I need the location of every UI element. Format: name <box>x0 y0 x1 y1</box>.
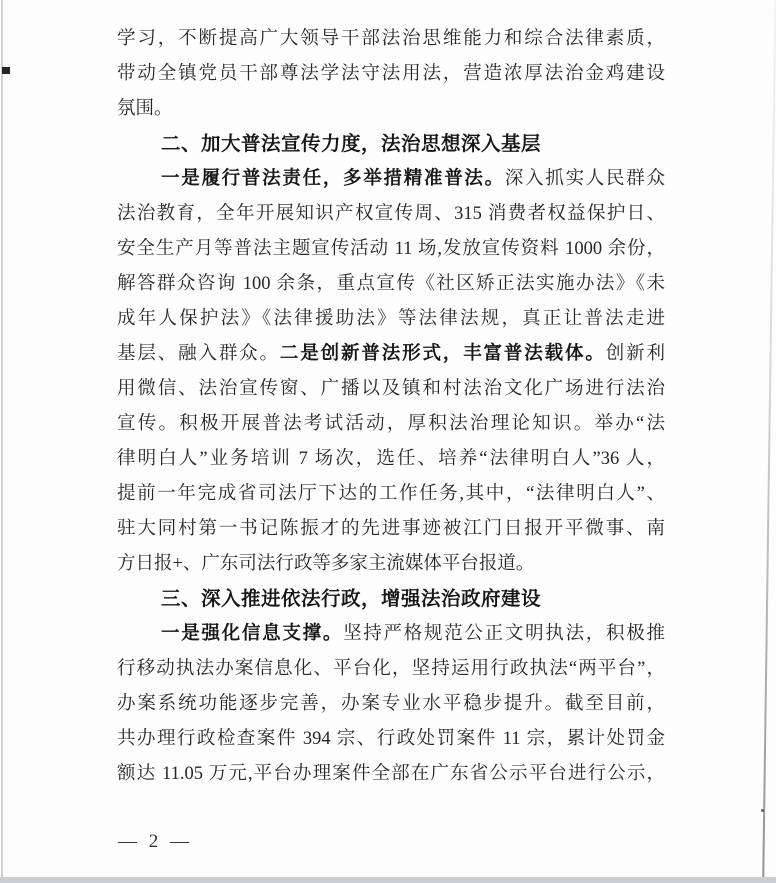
text-line <box>117 372 665 407</box>
document-body <box>117 22 665 792</box>
text-segment: 法治教育，全年开展知识产权宣传周、315 消费者权益保护日、 <box>117 204 665 224</box>
text-segment: 律明白人”业务培训 7 场次，选任、培养“法律明白人”36 人， <box>117 449 665 469</box>
text-segment: 安全生产月等普法主题宣传活动 11 场,发放宣传资料 1000 余份， <box>117 239 665 259</box>
text-segment: 驻大同村第一书记陈振才的先进事迹被江门日报开平微事、南 <box>117 519 665 539</box>
page-number: — 2 — <box>118 831 189 852</box>
text-segment: 氛围。 <box>117 99 173 119</box>
text-line <box>117 617 665 652</box>
text-line <box>117 337 665 372</box>
text-line <box>117 547 665 582</box>
section-heading <box>117 127 665 162</box>
text-line <box>117 162 665 197</box>
text-segment: 办案系统功能逐步完善，办案专业水平稳步提升。截至目前， <box>117 694 665 714</box>
text-segment: 用微信、法治宣传窗、广播以及镇和村法治文化广场进行法治 <box>117 379 665 399</box>
text-segment: 行移动执法办案信息化、平台化，坚持运用行政执法“两平台”， <box>117 659 665 679</box>
text-line <box>117 477 665 512</box>
scan-mark-left-edge <box>2 67 10 74</box>
text-segment: 学习，不断提高广大领导干部法治思维能力和综合法律素质， <box>117 29 665 49</box>
bold-text-segment: 一是履行普法责任，多举措精准普法。 <box>161 169 505 189</box>
scan-speck <box>761 809 764 812</box>
bold-text-segment: 二是创新普法形式，丰富普法载体。 <box>279 344 606 364</box>
text-segment: 深入抓实人民群众 <box>504 169 665 189</box>
text-segment: 宣传。积极开展普法考试活动，厚积法治理论知识。举办“法 <box>117 414 665 434</box>
text-segment: 共办理行政检查案件 394 宗、行政处罚案件 11 宗，累计处罚金 <box>117 729 665 749</box>
text-segment: 提前一年完成省司法厅下达的工作任务,其中，“法律明白人”、 <box>117 484 665 504</box>
bold-text-segment: 一是强化信息支撑。 <box>161 624 344 644</box>
text-segment: 坚持严格规范公正文明执法，积极推 <box>343 624 665 644</box>
text-segment: 创新利 <box>605 344 665 364</box>
text-line <box>117 302 665 337</box>
text-segment: 方日报+、广东司法行政等多家主流媒体平台报道。 <box>117 554 535 574</box>
scan-strip-bottom <box>0 877 776 883</box>
text-segment: 成年人保护法》《法律援助法》等法律法规，真正让普法走进 <box>117 309 665 329</box>
text-line <box>117 232 665 267</box>
text-line <box>117 22 665 57</box>
text-line <box>117 652 665 687</box>
text-line <box>117 687 665 722</box>
text-line <box>117 512 665 547</box>
text-line <box>117 57 665 92</box>
scan-line-right <box>762 0 776 883</box>
text-segment: 基层、融入群众。 <box>117 344 280 364</box>
text-segment: 额达 11.05 万元,平台办理案件全部在广东省公示平台进行公示， <box>117 764 665 784</box>
text-line <box>117 757 665 792</box>
text-line <box>117 722 665 757</box>
text-line <box>117 407 665 442</box>
scan-edge-left-line <box>1 0 3 883</box>
text-line <box>117 267 665 302</box>
text-line <box>117 197 665 232</box>
section-heading <box>117 582 665 617</box>
text-segment: 解答群众咨询 100 余条，重点宣传《社区矫正法实施办法》《未 <box>117 274 665 294</box>
text-line <box>117 92 665 127</box>
text-line <box>117 442 665 477</box>
bold-text-segment: 三、深入推进依法行政，增强法治政府建设 <box>161 588 542 610</box>
text-segment: 带动全镇党员干部尊法学法守法用法，营造浓厚法治金鸡建设 <box>117 64 665 84</box>
bold-text-segment: 二、加大普法宣传力度，法治思想深入基层 <box>161 133 542 155</box>
